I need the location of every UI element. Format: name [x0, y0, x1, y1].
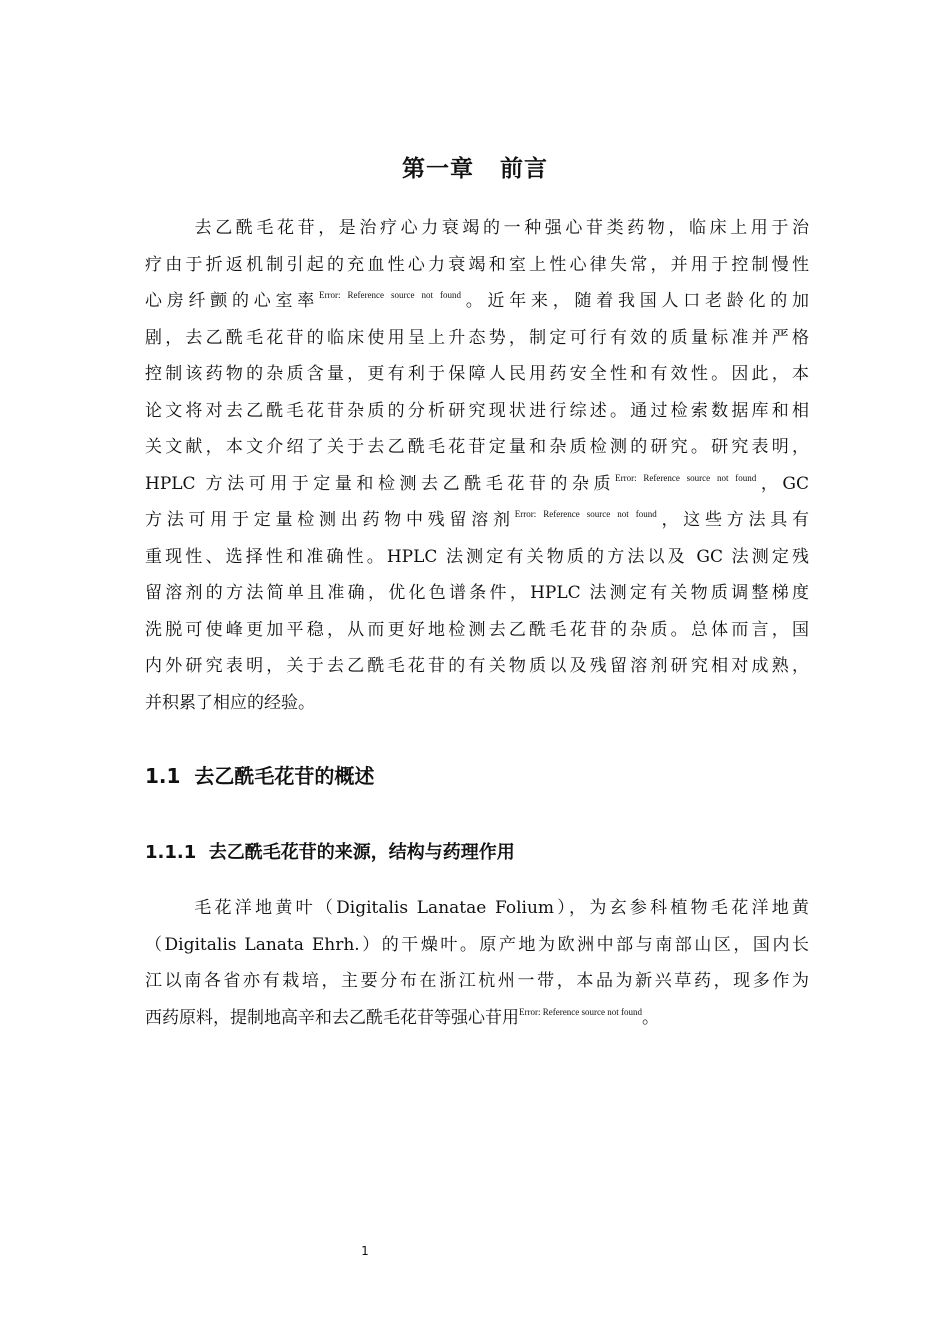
paragraph-line: 方法可用于定量检测出药物中残留溶剂$^{Error: Reference source not found}$，这些方法具有 [145, 509, 809, 530]
paragraph-line: 论文将对去乙酰毛花苷杂质的分析研究现状进行综述。通过检索数据库和相 [145, 400, 809, 421]
subsection-number: 1.1.1 [145, 842, 197, 863]
paragraph-line: 控制该药物的杂质含量，更有利于保障人民用药安全性和有效性。因此，本 [145, 364, 809, 384]
citation-error: Error: Reference source not found [514, 509, 657, 519]
chapter-name: 前言 [500, 156, 548, 182]
paragraph-line: 毛花洋地黄叶（Digitalis Lanatae Folium），为玄参科植物毛花洋地黄 [191, 898, 809, 918]
paragraph-line: 洗脱可使峰更加平稳，从而更好地检测去乙酰毛花苷的杂质。总体而言，国 [145, 619, 809, 640]
paragraph-line: （Digitalis Lanata Ehrh.）的干燥叶。原产地为欧洲中部与南部山区，国内长 [145, 934, 809, 955]
paragraph-line: HPLC 方法可用于定量和检测去乙酰毛花苷的杂质$^{Error: Reference source not found}$，GC [145, 472, 809, 494]
section-number: 1.1 [145, 764, 181, 788]
paragraph-line: 江以南各省亦有栽培，主要分布在浙江杭州一带，本品为新兴草药，现多作为 [145, 971, 809, 991]
citation-error: Error: Reference source not found [319, 290, 461, 300]
paragraph-line: 并积累了相应的经验。 [145, 692, 315, 713]
paragraph-line: 留溶剂的方法简单且准确，优化色谱条件，HPLC 法测定有关物质调整梯度 [145, 583, 809, 603]
section-title: 去乙酰毛花苷的概述 [194, 764, 375, 788]
citation-error: Error: Reference source not found [519, 1006, 642, 1017]
citation-error: Error: Reference source not found [615, 472, 757, 483]
paragraph-line: 重现性、选择性和准确性。HPLC 法测定有关物质的方法以及 GC 法测定残 [145, 546, 809, 567]
paragraph-line: 剧，去乙酰毛花苷的临床使用呈上升态势，制定可行有效的质量标准并严格 [145, 327, 809, 348]
paragraph-line: 西药原料，提制地高辛和去乙酰毛花苷等强心苷用$^{Error: Reference source not found}$。 [145, 1006, 659, 1028]
paragraph-line: 心房纤颤的心室率$^{Error: Reference source not found}$。近年来，随着我国人口老龄化的加 [145, 290, 809, 311]
paragraph-line: 疗由于折返机制引起的充血性心力衰竭和室上性心律失常，并用于控制慢性 [145, 254, 809, 275]
chapter-title [0, 150, 950, 183]
subsection-heading [145, 838, 515, 864]
chapter-number: 第一章 [402, 156, 474, 182]
source-paragraph [145, 890, 809, 1036]
paragraph-line: 关文献，本文介绍了关于去乙酰毛花苷定量和杂质检测的研究。研究表明， [145, 437, 809, 457]
paragraph-line: 去乙酰毛花苷，是治疗心力衰竭的一种强心苷类药物，临床上用于治 [191, 218, 809, 238]
page-number: 1 [361, 1244, 369, 1258]
section-heading [145, 760, 374, 789]
intro-paragraph [145, 210, 809, 721]
paragraph-line: 内外研究表明，关于去乙酰毛花苷的有关物质以及残留溶剂研究相对成熟， [145, 656, 809, 676]
subsection-title: 去乙酰毛花苷的来源，结构与药理作用 [208, 842, 515, 863]
